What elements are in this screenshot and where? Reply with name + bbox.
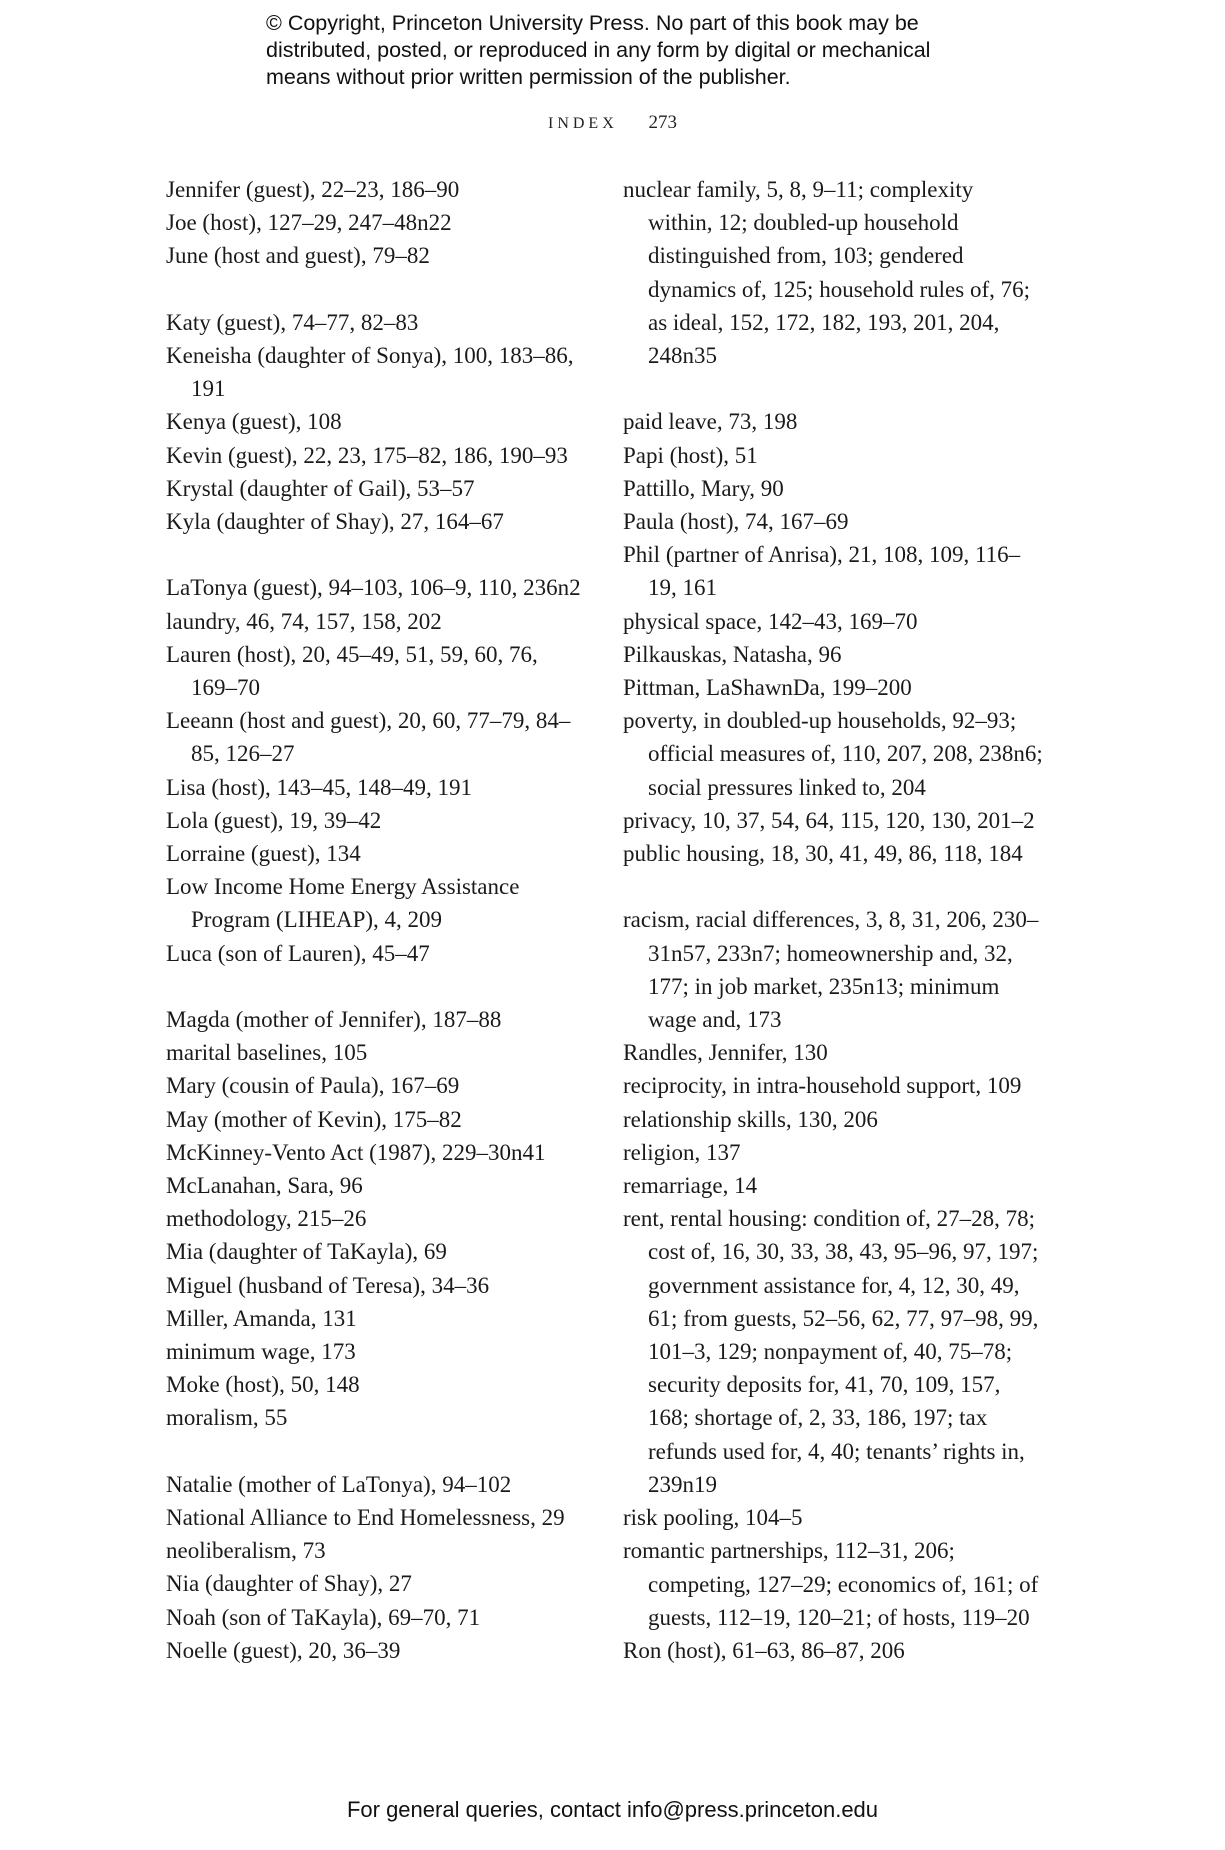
index-entry: relationship skills, 130, 206 — [623, 1106, 878, 1132]
index-entry: Magda (mother of Jennifer), 187–88 — [166, 1007, 502, 1033]
index-entry: Nia (daughter of Shay), 27 — [166, 1571, 412, 1597]
index-entry: Leeann (host and guest), 20, 60, 77–79, 84–85, 126–27 — [166, 708, 571, 767]
index-entry: risk pooling, 104–5 — [623, 1505, 803, 1531]
index-entry: Low Income Home Energy Assistance Program (LIHEAP), 4, 209 — [166, 874, 520, 933]
index-entry: poverty, in doubled-up households, 92–93; official measures of, 110, 207, 208, 238n6; social pressures linked to, 204 — [623, 708, 1043, 800]
index-entry: Krystal (daughter of Gail), 53–57 — [166, 475, 475, 501]
index-entry: remarriage, 14 — [623, 1173, 758, 1199]
index-entry: McLanahan, Sara, 96 — [166, 1173, 363, 1199]
index-entry: racism, racial differences, 3, 8, 31, 206, 230–31n57, 233n7; homeownership and, 32, 177; in job market, 235n13; minimum wage and, 173 — [623, 907, 1039, 1033]
index-entry: LaTonya (guest), 94–103, 106–9, 110, 236n2 — [166, 575, 581, 601]
index-entry: Lauren (host), 20, 45–49, 51, 59, 60, 76, 169–70 — [166, 641, 538, 701]
index-entry: Pittman, LaShawnDa, 199–200 — [623, 675, 912, 701]
index-entry: Ron (host), 61–63, 86–87, 206 — [623, 1637, 905, 1663]
index-entry: Pilkauskas, Natasha, 96 — [623, 641, 842, 667]
index-entry: neoliberalism, 73 — [166, 1538, 326, 1564]
index-entry: minimum wage, 173 — [166, 1339, 356, 1365]
index-entry: Noelle (guest), 20, 36–39 — [166, 1637, 401, 1663]
index-entry: June (host and guest), 79–82 — [166, 243, 430, 269]
index-entry: Luca (son of Lauren), 45–47 — [166, 940, 430, 966]
letter-group-gap — [166, 273, 586, 306]
index-entry: privacy, 10, 37, 54, 64, 115, 120, 130, 201–2 — [623, 807, 1035, 833]
page-number: 273 — [648, 112, 677, 133]
index-entry: rent, rental housing: condition of, 27–28, 78; cost of, 16, 30, 33, 38, 43, 95–96, 97, 197; government assistance for, 4, 12, 30, 49, 61; from guests, 52–56, 62, 77, 97–98, 99, 101–3, 129; nonpayment of, 40, 75–78; security deposits for, 41, 70, 109, 157, 168; shortage of, 2, 33, 186, 197; tax refunds used for, 4, 40; tenants’ rights in, 239n19 — [623, 1206, 1039, 1497]
index-entry: Phil (partner of Anrisa), 21, 108, 109, 116–19, 161 — [623, 542, 1021, 601]
index-entry: physical space, 142–43, 169–70 — [623, 608, 918, 634]
index-entry: National Alliance to End Homelessness, 29 — [166, 1505, 565, 1531]
index-entry: public housing, 18, 30, 41, 49, 86, 118, 184 — [623, 841, 1023, 867]
letter-group-gap — [623, 372, 1043, 405]
index-entry: McKinney-Vento Act (1987), 229–30n41 — [166, 1139, 546, 1165]
index-entry: Papi (host), 51 — [623, 442, 758, 468]
index-entry: Kenya (guest), 108 — [166, 409, 342, 435]
index-entry: Paula (host), 74, 167–69 — [623, 509, 849, 535]
index-entry: reciprocity, in intra-household support, 109 — [623, 1073, 1022, 1099]
index-column-right — [623, 173, 1043, 1667]
index-entry: Randles, Jennifer, 130 — [623, 1040, 828, 1066]
index-entry: Noah (son of TaKayla), 69–70, 71 — [166, 1604, 481, 1630]
index-entry: laundry, 46, 74, 157, 158, 202 — [166, 608, 442, 634]
index-entry: Katy (guest), 74–77, 82–83 — [166, 309, 419, 335]
index-entry: nuclear family, 5, 8, 9–11; complexity within, 12; doubled-up household distinguished from, 103; gendered dynamics of, 125; household rules of, 76; as ideal, 152, 172, 182, 193, 201, 204, 248n35 — [623, 177, 1031, 369]
index-entry: Pattillo, Mary, 90 — [623, 475, 784, 501]
index-entry: Natalie (mother of LaTonya), 94–102 — [166, 1471, 512, 1497]
index-column-left — [166, 173, 586, 1667]
index-entry: romantic partnerships, 112–31, 206; competing, 127–29; economics of, 161; of guests, 112–19, 120–21; of hosts, 119–20 — [623, 1538, 1039, 1630]
index-entry: Kyla (daughter of Shay), 27, 164–67 — [166, 509, 504, 535]
letter-group-gap — [166, 538, 586, 571]
index-entry: religion, 137 — [623, 1139, 741, 1165]
index-entry: Moke (host), 50, 148 — [166, 1372, 360, 1398]
index-entry: marital baselines, 105 — [166, 1040, 368, 1066]
letter-group-gap — [166, 1435, 586, 1468]
copyright-line: means without prior written permission of the publisher. — [266, 65, 791, 89]
letter-group-gap — [166, 970, 586, 1003]
index-entry: methodology, 215–26 — [166, 1206, 367, 1232]
copyright-line: distributed, posted, or reproduced in any form by digital or mechanical — [266, 38, 931, 62]
index-entry: Miguel (husband of Teresa), 34–36 — [166, 1272, 490, 1298]
letter-group-gap — [623, 870, 1043, 903]
index-entry: Mia (daughter of TaKayla), 69 — [166, 1239, 447, 1265]
index-entry: paid leave, 73, 198 — [623, 409, 798, 435]
index-entry: Mary (cousin of Paula), 167–69 — [166, 1073, 460, 1099]
footer-contact: For general queries, contact info@press.princeton.edu — [346, 1797, 879, 1822]
index-entry: moralism, 55 — [166, 1405, 288, 1431]
index-entry: Lisa (host), 143–45, 148–49, 191 — [166, 774, 473, 800]
index-entry: Jennifer (guest), 22–23, 186–90 — [166, 177, 460, 202]
index-entry: May (mother of Kevin), 175–82 — [166, 1106, 462, 1132]
index-entry: Kevin (guest), 22, 23, 175–82, 186, 190–93 — [166, 442, 568, 468]
index-entry: Miller, Amanda, 131 — [166, 1305, 357, 1331]
running-head-label: INDEX — [547, 115, 618, 132]
copyright-line: © Copyright, Princeton University Press. No part of this book may be — [266, 11, 919, 35]
index-entry: Keneisha (daughter of Sonya), 100, 183–86, 191 — [166, 343, 574, 402]
index-entry: Lola (guest), 19, 39–42 — [166, 807, 382, 833]
copyright-notice — [266, 10, 1026, 91]
index-entry: Lorraine (guest), 134 — [166, 841, 361, 867]
running-head — [0, 112, 1225, 134]
index-entry: Joe (host), 127–29, 247–48n22 — [166, 210, 452, 236]
